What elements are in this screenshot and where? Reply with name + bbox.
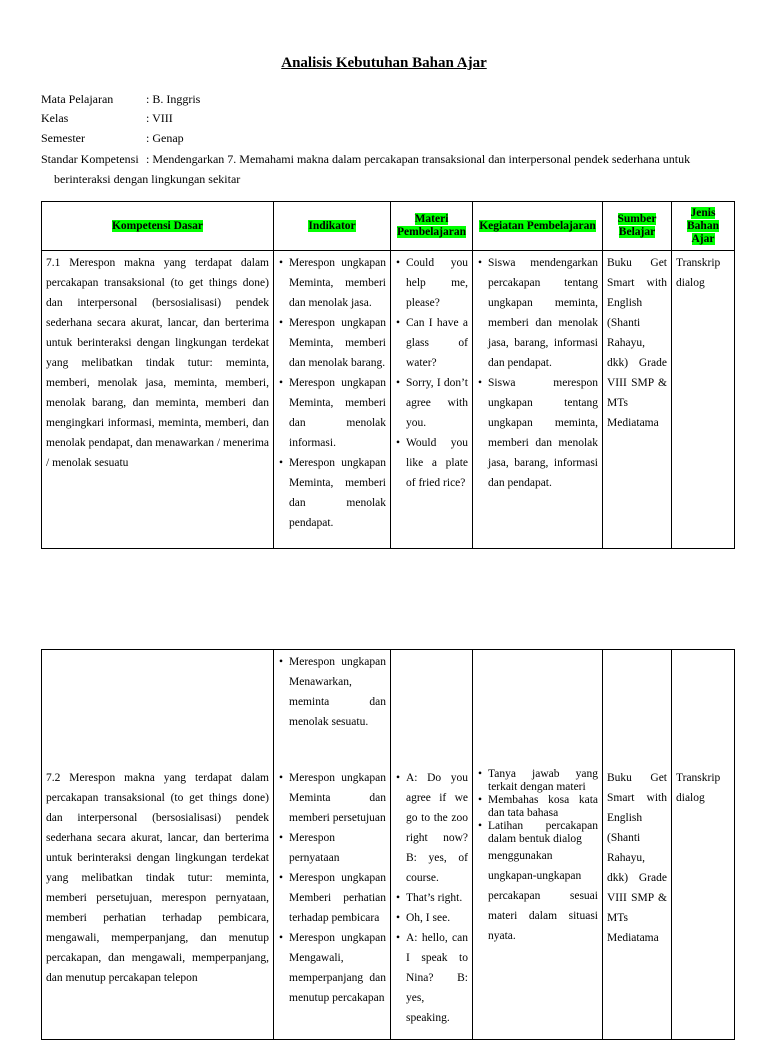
- table-header-row: [42, 202, 735, 251]
- spacer: [607, 652, 667, 768]
- meta-semester: [41, 128, 184, 148]
- meta-label: Kelas: [41, 111, 69, 125]
- list-item: • Merespon ungkapan Meminta, memberi dan menolak informasi.: [289, 373, 386, 453]
- materi-cell: [391, 650, 473, 1040]
- list-item: • Merespon ungkapan Meminta dan memberi persetujuan: [289, 768, 386, 828]
- list-item: • Merespon ungkapan Menawarkan, meminta dan menolak sesuatu.: [289, 652, 386, 732]
- list-item: • Merespon ungkapan Meminta, memberi dan menolak barang.: [289, 313, 386, 373]
- header-kegiatan: Kegiatan Pembelajaran: [473, 202, 603, 251]
- standar-kompetensi: [41, 149, 726, 189]
- list-item: • Membahas kosa kata dan tata bahasa: [488, 794, 598, 820]
- list-item: • Oh, I see.: [406, 908, 468, 928]
- table-row: [42, 251, 735, 549]
- spacer: [477, 652, 598, 768]
- indikator-cell: [274, 251, 391, 549]
- list-item: • Sorry, I don’t agree with you.: [406, 373, 468, 433]
- list-item: • Siswa merespon ungkapan tentang ungkapan meminta, memberi dan menolak jasa, barang, informasi dan pendapat.: [488, 373, 598, 493]
- header-jenis: Jenis Bahan Ajar: [672, 202, 735, 251]
- list-item: • That’s right.: [406, 888, 468, 908]
- spacer: [46, 652, 269, 768]
- document-title: Analisis Kebutuhan Bahan Ajar: [281, 55, 487, 71]
- list-item: • A: hello, can I speak to Nina? B: yes, speaking.: [406, 928, 468, 1028]
- list-item: • Tanya jawab yang terkait dengan materi: [488, 768, 598, 794]
- list-item: • Latihan percakapan dalam bentuk dialog: [488, 820, 598, 846]
- list-item: • Can I have a glass of water?: [406, 313, 468, 373]
- spacer: [278, 732, 386, 768]
- kegiatan-continuation: menggunakan ungkapan-ungkapan percakapan sesuai materi dalam situasi nyata.: [488, 850, 598, 942]
- spacer: [395, 652, 468, 768]
- list-item: • Merespon pernyataan: [289, 828, 386, 868]
- header-kompetensi-dasar: Kompetensi Dasar: [42, 202, 274, 251]
- kd-cell: 7.1 Merespon makna yang terdapat dalam percakapan transaksional (to get things done) dan interpersonal (bersosialisasi) pendek sederhana secara akurat, lancar, dan berterima untuk berinteraksi dengan lingkungan terdekat yang melibatkan tindak tutur: meminta, memberi, menolak jasa, meminta, memberi, menolak barang, dan meminta, memberi dan mengingkari informasi, meminta, memberi, dan menolak pendapat, dan menawarkan / menerima / menolak sesuatu: [42, 251, 274, 549]
- meta-label: Semester: [41, 131, 85, 145]
- meta-label: Mata Pelajaran: [41, 92, 114, 106]
- indikator-cell: [274, 650, 391, 1040]
- meta-kelas: [41, 108, 173, 128]
- header-materi: Materi Pembelajaran: [391, 202, 473, 251]
- kegiatan-cell: [473, 650, 603, 1040]
- meta-value: : Genap: [146, 131, 184, 145]
- sumber-cell: [603, 650, 672, 1040]
- list-item: • Siswa mendengarkan percakapan tentang ungkapan meminta, memberi dan menolak jasa, barang, informasi dan pendapat.: [488, 253, 598, 373]
- jenis-cell: [672, 650, 735, 1040]
- kegiatan-cell: [473, 251, 603, 549]
- meta-value: : B. Inggris: [146, 92, 201, 106]
- jenis-text: Transkrip dialog: [676, 772, 721, 804]
- materi-cell: [391, 251, 473, 549]
- list-item: • Could you help me, please?: [406, 253, 468, 313]
- standar-value: : Mendengarkan 7. Memahami makna dalam percakapan transaksional dan interpersonal pendek sederhana untuk: [146, 152, 691, 166]
- spacer: [676, 652, 730, 768]
- list-item: • Would you like a plate of fried rice?: [406, 433, 468, 493]
- list-item: • A: Do you agree if we go to the zoo right now? B: yes, of course.: [406, 768, 468, 888]
- analysis-table-2: [41, 649, 735, 1040]
- list-item: • Merespon ungkapan Memberi perhatian terhadap pembicara: [289, 868, 386, 928]
- table-row: [42, 650, 735, 1040]
- kd-cell: [42, 650, 274, 1040]
- list-item: • Merespon ungkapan Mengawali, memperpanjang dan menutup percakapan: [289, 928, 386, 1008]
- standar-continuation: berinteraksi dengan lingkungan sekitar: [54, 172, 241, 186]
- list-item: • Merespon ungkapan Meminta, memberi dan menolak jasa.: [289, 253, 386, 313]
- meta-mata-pelajaran: [41, 89, 200, 109]
- list-item: • Merespon ungkapan Meminta, memberi dan menolak pendapat.: [289, 453, 386, 533]
- kd-text: 7.2 Merespon makna yang terdapat dalam percakapan transaksional (to get things done) dan interpersonal (bersosialisasi) pendek sederhana secara akurat, lancar, dan berterima untuk berinteraksi dengan lingkungan terdekat yang melibatkan tindak tutur: meminta, memberi persetujuan, merespon pernyataan, memberi perhatian terhadap pembicara, mengawali, memperpanjang, dan menutup percakapan, dan mengawali, memperpanjang, dan menutup percakapan telepon: [46, 772, 269, 984]
- jenis-cell: Transkrip dialog: [672, 251, 735, 549]
- header-sumber: Sumber Belajar: [603, 202, 672, 251]
- header-indikator: Indikator: [274, 202, 391, 251]
- analysis-table-1: [41, 201, 735, 549]
- standar-label: Standar Kompetensi: [41, 152, 139, 166]
- sumber-cell: Buku Get Smart with English (Shanti Rahayu, dkk) Grade VIII SMP & MTs Mediatama: [603, 251, 672, 549]
- meta-value: : VIII: [146, 111, 173, 125]
- sumber-text: Buku Get Smart with English (Shanti Rahayu, dkk) Grade VIII SMP & MTs Mediatama: [607, 772, 667, 944]
